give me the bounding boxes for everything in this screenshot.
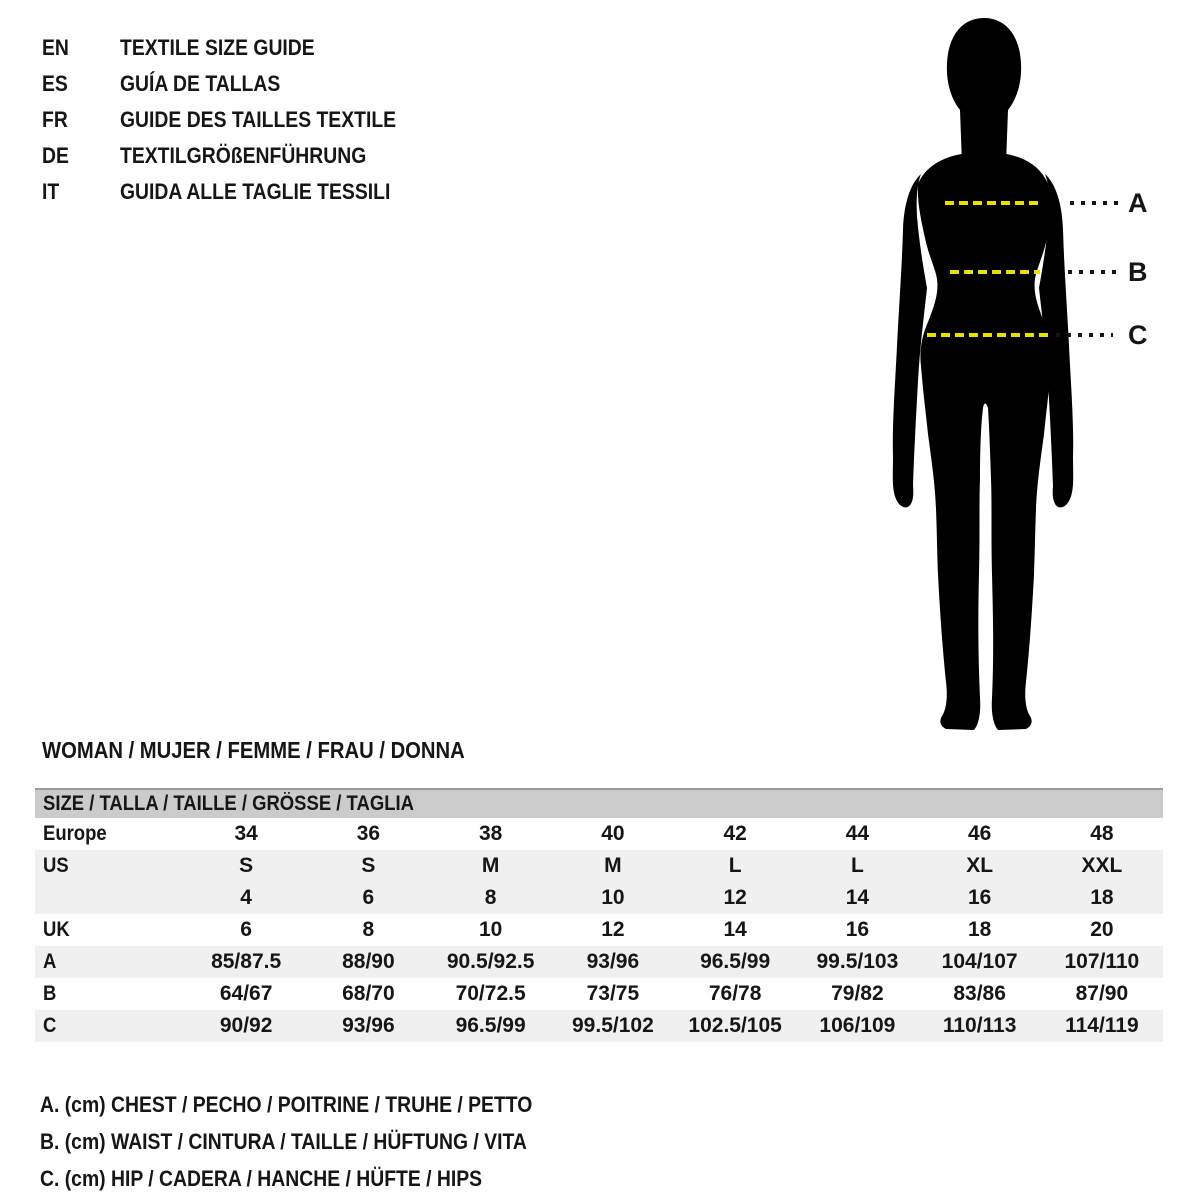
legend-line: C. (cm) HIP / CADERA / HANCHE / HÜFTE / HIPS [40, 1166, 483, 1191]
size-table-body [35, 818, 1163, 1042]
marker-label-b: B [1128, 257, 1148, 287]
size-cell: 20 [1090, 918, 1114, 941]
size-cell: 36 [356, 822, 381, 845]
size-table-header-text: SIZE / TALLA / TAILLE / GRÖSSE / TAGLIA [43, 792, 414, 815]
size-table-row [35, 946, 1163, 978]
size-row-label: A [43, 950, 57, 973]
size-cell: M [604, 854, 622, 877]
size-cell: 93/96 [342, 1014, 395, 1037]
size-cell: XXL [1081, 854, 1123, 877]
size-cell: 38 [478, 822, 503, 845]
size-cell: S [361, 854, 376, 877]
size-cell: 96.5/99 [700, 950, 771, 973]
language-label: GUIDA ALLE TAGLIE TESSILI [120, 179, 391, 204]
size-cell: 73/75 [586, 982, 640, 1005]
size-cell: 85/87.5 [211, 950, 282, 973]
size-cell: 88/90 [342, 950, 395, 973]
legend-line: A. (cm) CHEST / PECHO / POITRINE / TRUHE / PETTO [40, 1092, 533, 1117]
size-table-row [35, 978, 1163, 1010]
size-cell: 48 [1090, 822, 1114, 845]
size-cell: 90/92 [219, 1014, 273, 1037]
language-code: IT [42, 179, 60, 204]
size-cell: L [850, 854, 864, 877]
language-row [42, 174, 434, 210]
size-cell: 93/96 [586, 950, 640, 973]
size-table-header [35, 788, 1163, 818]
size-cell: 18 [1090, 886, 1114, 909]
size-cell: 34 [234, 822, 258, 845]
size-cell: 6 [362, 886, 375, 909]
size-row-label [35, 882, 185, 914]
size-cell: 64/67 [219, 982, 273, 1005]
size-cell: 16 [845, 918, 870, 941]
woman-silhouette-icon [858, 14, 1108, 740]
size-cell: 110/113 [942, 1014, 1017, 1037]
size-cell: 96.5/99 [455, 1014, 526, 1037]
language-code: DE [42, 143, 69, 168]
size-row-label: Europe [43, 822, 107, 845]
size-table-row [35, 818, 1163, 850]
language-label: TEXTILGRÖßENFÜHRUNG [120, 143, 367, 168]
marker-label-a: A [1128, 188, 1148, 218]
section-title [42, 737, 522, 764]
size-cell: 99.5/102 [572, 1014, 654, 1037]
size-cell: L [728, 854, 742, 877]
waist-leader-dots [1068, 270, 1118, 274]
size-cell: 42 [723, 822, 747, 845]
language-label: GUÍA DE TALLAS [120, 71, 281, 96]
size-cell: 79/82 [831, 982, 884, 1005]
size-row-label: US [43, 854, 69, 877]
waist-measure-line [950, 270, 1040, 274]
size-cell: XL [966, 854, 994, 877]
chest-leader-dots [1070, 201, 1118, 205]
size-table-row [35, 1010, 1163, 1042]
size-cell: 106/109 [819, 1014, 896, 1037]
size-cell: 12 [723, 886, 747, 909]
size-cell: 107/110 [1064, 950, 1140, 973]
chest-measure-line [945, 201, 1040, 205]
size-cell: 87/90 [1075, 982, 1129, 1005]
size-cell: 14 [723, 918, 747, 941]
size-row-label: C [43, 1014, 57, 1037]
size-cell: 8 [362, 918, 375, 941]
size-cell: 10 [478, 918, 503, 941]
language-code: ES [42, 71, 68, 96]
size-row-label: UK [43, 918, 70, 941]
size-cell: 114/119 [1065, 1014, 1139, 1037]
size-cell: S [239, 854, 254, 877]
size-cell: 44 [845, 822, 870, 845]
language-code: FR [42, 107, 68, 132]
legend-line: B. (cm) WAIST / CINTURA / TAILLE / HÜFTUNG / VITA [40, 1129, 527, 1154]
size-table-row [35, 914, 1163, 946]
size-cell: 102.5/105 [688, 1014, 782, 1037]
size-table-row [35, 882, 1163, 914]
size-cell: 12 [601, 918, 625, 941]
size-cell: 76/78 [708, 982, 762, 1005]
language-label: TEXTILE SIZE GUIDE [120, 35, 315, 60]
size-cell: M [481, 854, 500, 877]
hip-measure-line [927, 333, 1049, 337]
size-cell: 70/72.5 [455, 982, 526, 1005]
language-row [42, 66, 434, 102]
size-cell: 8 [484, 886, 497, 909]
language-list [42, 30, 434, 210]
size-cell: 46 [967, 822, 992, 845]
size-cell: 83/86 [953, 982, 1006, 1005]
size-cell: 68/70 [342, 982, 395, 1005]
size-cell: 40 [601, 822, 625, 845]
size-cell: 4 [240, 886, 252, 909]
language-code: EN [42, 35, 69, 60]
size-cell: 104/107 [941, 950, 1018, 973]
size-cell: 6 [240, 918, 252, 941]
woman-figure [858, 14, 1200, 744]
language-row [42, 138, 434, 174]
language-row [42, 102, 434, 138]
language-row [42, 30, 434, 66]
size-cell: 14 [845, 886, 870, 909]
size-row-label: B [43, 982, 57, 1005]
size-cell: 18 [967, 918, 992, 941]
size-cell: 90.5/92.5 [446, 950, 535, 973]
size-table [35, 788, 1163, 1042]
measurement-legend [40, 1086, 599, 1197]
size-cell: 10 [601, 886, 625, 909]
size-cell: 99.5/103 [816, 950, 899, 973]
size-cell: 16 [967, 886, 992, 909]
section-title-text: WOMAN / MUJER / FEMME / FRAU / DONNA [42, 737, 465, 763]
size-table-row [35, 850, 1163, 882]
marker-label-c: C [1128, 320, 1148, 350]
language-label: GUIDE DES TAILLES TEXTILE [120, 107, 397, 132]
hip-leader-dots [1056, 333, 1113, 337]
